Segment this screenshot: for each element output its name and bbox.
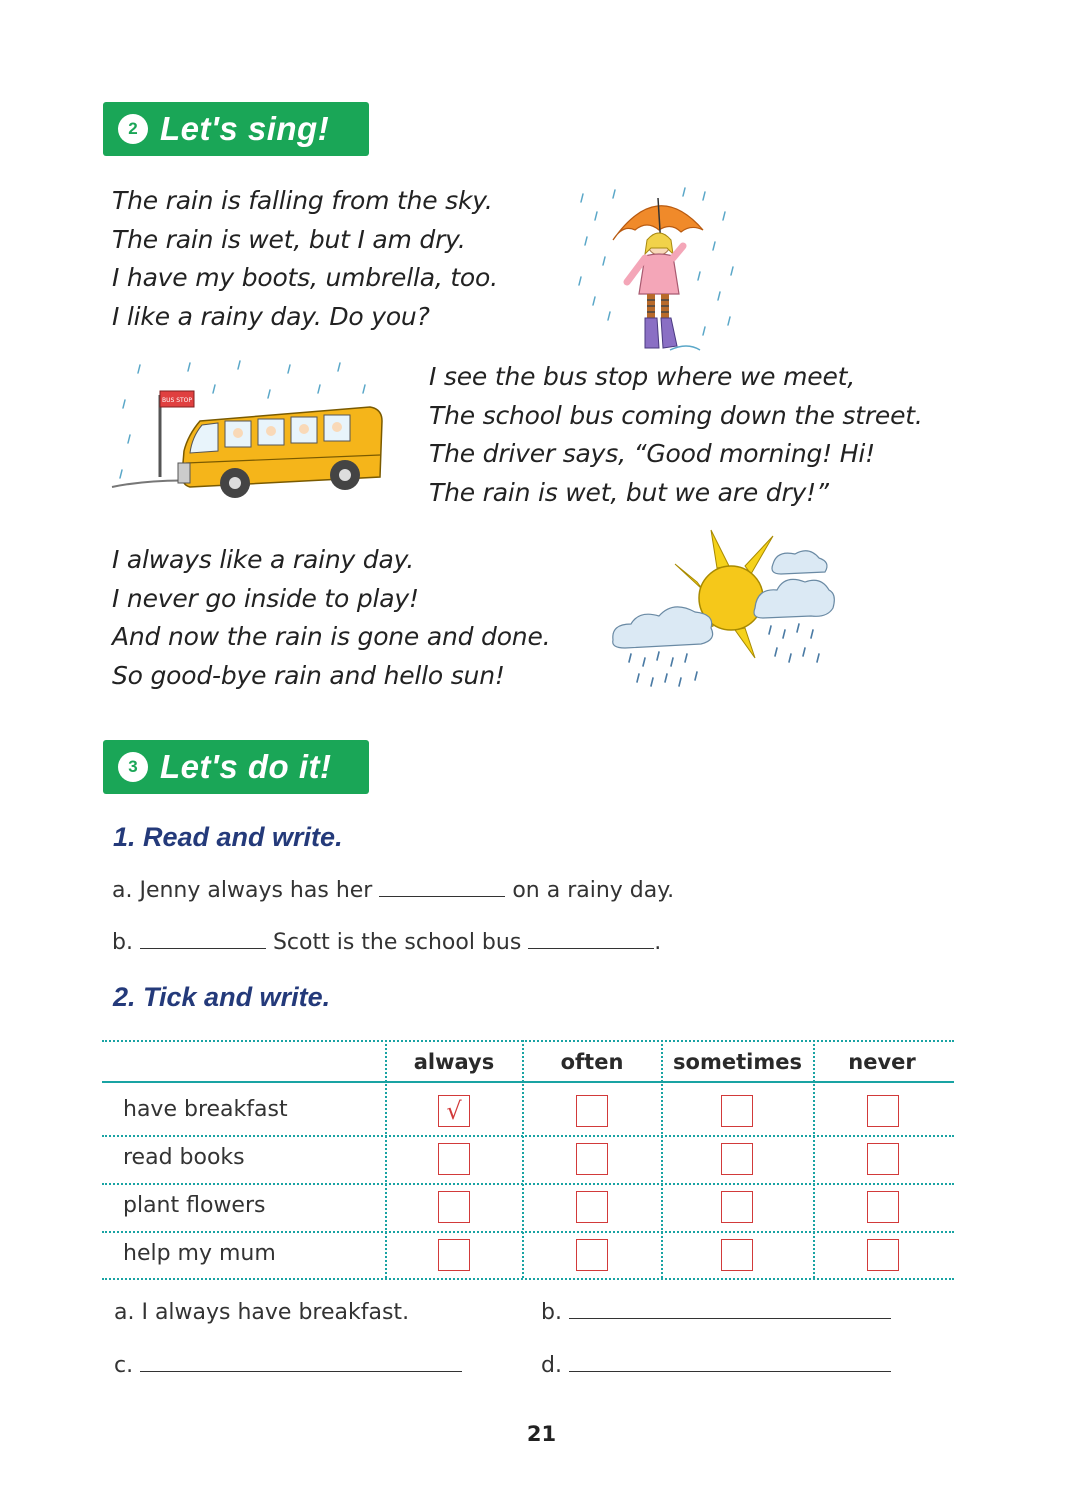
tick-box-sometimes[interactable]	[721, 1239, 753, 1271]
table-header-rule	[102, 1081, 954, 1083]
poem-line: And now the rain is gone and done.	[112, 622, 551, 651]
tick-box-never[interactable]	[867, 1239, 899, 1271]
poem-line: The driver says, “Good morning! Hi!	[429, 439, 875, 468]
section-title: Let's do it!	[160, 748, 332, 785]
poem-line: The rain is wet, but we are dry!”	[429, 477, 829, 507]
column-header-sometimes: sometimes	[673, 1050, 802, 1074]
tick-box-sometimes[interactable]	[721, 1143, 753, 1175]
column-header-often: often	[560, 1050, 624, 1074]
sentence-text: .	[654, 930, 662, 955]
answer-c	[114, 1353, 462, 1378]
tick-box-often[interactable]	[576, 1191, 608, 1223]
answer-letter: c.	[114, 1353, 134, 1378]
sentence-text: on a rainy day.	[512, 878, 675, 903]
answer-blank[interactable]	[379, 878, 505, 897]
answer-a: a. I always have breakfast.	[114, 1300, 410, 1325]
table-row-divider	[102, 1183, 954, 1185]
tick-box-always[interactable]	[438, 1239, 470, 1271]
exercise-1-title: 1. Read and write.	[113, 822, 343, 852]
section-title: Let's sing!	[160, 110, 330, 147]
poem-line: I never go inside to play!	[112, 583, 419, 613]
poem-stanza-2	[429, 358, 923, 512]
answer-b	[541, 1300, 891, 1325]
row-label-help-my-mum: help my mum	[123, 1241, 276, 1266]
answer-letter: d.	[541, 1353, 562, 1378]
exercise-2-title: 2. Tick and write.	[113, 982, 331, 1012]
poem-line: So good-bye rain and hello sun!	[112, 660, 505, 690]
table-column-divider	[661, 1040, 663, 1278]
sentence-text: a. Jenny always has her	[112, 878, 373, 903]
bus-stop-sign-text: BUS STOP	[161, 397, 193, 404]
tick-box-never[interactable]	[867, 1095, 899, 1127]
poem-line: I see the bus stop where we meet,	[429, 362, 855, 391]
answer-blank[interactable]	[140, 930, 266, 949]
tick-box-often[interactable]	[576, 1239, 608, 1271]
section-number-badge: 3	[118, 752, 148, 782]
table-column-divider	[385, 1040, 387, 1278]
column-header-always: always	[413, 1050, 495, 1074]
tick-box-often[interactable]	[576, 1143, 608, 1175]
school-bus-illustration	[110, 355, 380, 505]
table-row-divider	[102, 1135, 954, 1137]
poem-line: The rain is falling from the sky.	[112, 186, 493, 215]
tick-box-never[interactable]	[867, 1143, 899, 1175]
exercise-1b	[112, 930, 661, 955]
poem-line: The school bus coming down the street.	[429, 400, 923, 430]
poem-stanza-1	[112, 182, 498, 336]
answer-d	[541, 1353, 891, 1378]
answer-blank[interactable]	[140, 1353, 462, 1372]
poem-line: The rain is wet, but I am dry.	[112, 224, 466, 254]
tick-box-always[interactable]	[438, 1143, 470, 1175]
table-column-divider	[813, 1040, 815, 1278]
tick-box-always[interactable]	[438, 1191, 470, 1223]
answer-letter: b.	[541, 1300, 562, 1325]
table-row-divider	[102, 1231, 954, 1233]
section-header-lets-do-it	[103, 740, 369, 794]
answer-blank[interactable]	[528, 930, 654, 949]
sentence-text: Scott is the school bus	[272, 930, 522, 955]
page-number: 21	[526, 1422, 557, 1446]
table-border-top	[102, 1040, 954, 1042]
girl-with-umbrella-illustration	[575, 182, 740, 357]
tick-box-sometimes[interactable]	[721, 1095, 753, 1127]
answer-blank[interactable]	[569, 1353, 891, 1372]
column-header-never: never	[848, 1050, 916, 1074]
answer-blank[interactable]	[569, 1300, 891, 1319]
tick-box-sometimes[interactable]	[721, 1191, 753, 1223]
section-header-lets-sing	[103, 102, 369, 156]
row-label-plant-flowers: plant flowers	[123, 1193, 266, 1218]
poem-line: I always like a rainy day.	[112, 545, 415, 574]
poem-line: I have my boots, umbrella, too.	[112, 263, 498, 292]
poem-stanza-3	[112, 541, 550, 695]
exercise-1a	[112, 878, 674, 903]
row-label-read-books: read books	[123, 1145, 245, 1170]
sentence-text: b.	[112, 930, 133, 955]
tick-box-often[interactable]	[576, 1095, 608, 1127]
tick-box-never[interactable]	[867, 1191, 899, 1223]
poem-line: I like a rainy day. Do you?	[112, 301, 430, 331]
sun-and-rain-clouds-illustration	[605, 528, 840, 693]
table-border-bottom	[102, 1278, 954, 1280]
tick-box-always[interactable]: √	[438, 1095, 470, 1127]
row-label-have-breakfast: have breakfast	[123, 1097, 288, 1122]
table-column-divider	[522, 1040, 524, 1278]
section-number-badge: 2	[118, 114, 148, 144]
